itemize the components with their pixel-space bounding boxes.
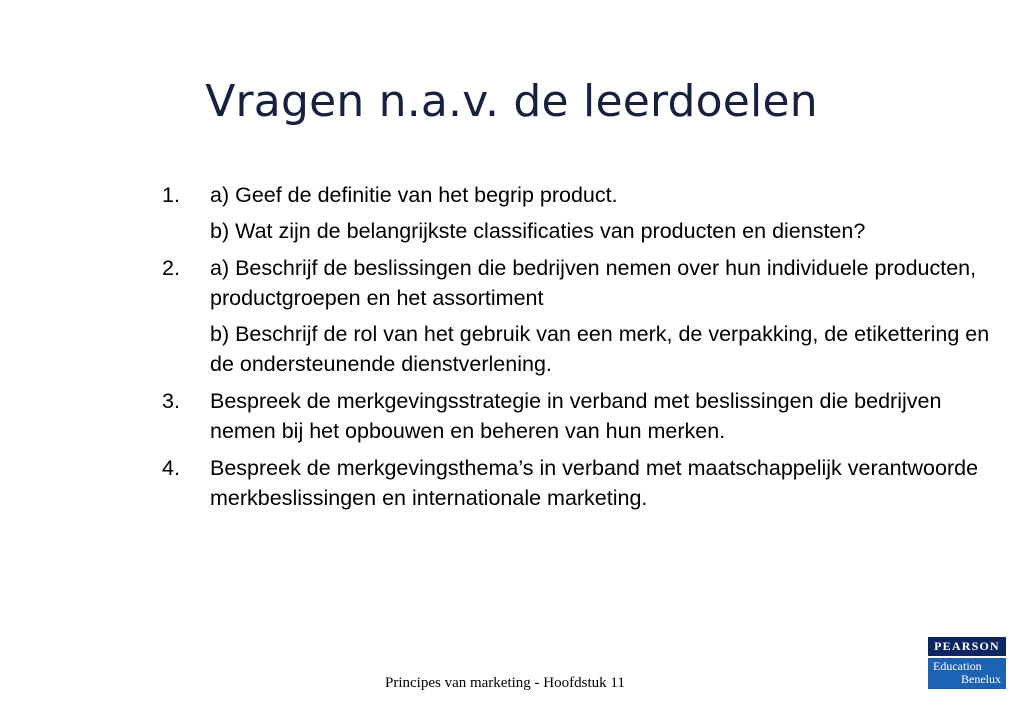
pearson-logo [928,637,1006,689]
item-text: b) Wat zijn de belangrijkste classificaties van producten en diensten? [210,219,866,243]
item-text: a) Beschrijf de beslissingen die bedrijven nemen over hun individuele producten, productgroepen en het assortiment [210,256,977,310]
logo-line-education: Education [933,659,982,673]
question-list [162,180,1012,520]
item-text: b) Beschrijf de rol van het gebruik van een merk, de verpakking, de etikettering en de ondersteunende dienstverlening. [210,322,990,376]
item-number: 2. [162,256,180,280]
item-number: 4. [162,456,180,480]
slide-title: Vragen n.a.v. de leerdoelen [205,76,818,127]
list-item [162,253,1012,379]
item-text: Bespreek de merkgevingsstrategie in verband met beslissingen die bedrijven nemen bij het opbouwen en beheren van hun merken. [210,389,942,443]
item-text: Bespreek de merkgevingsthema’s in verband met maatschappelijk verantwoorde merkbeslissingen en internationale marketing. [210,456,979,510]
logo-line-benelux: Benelux [961,672,1001,686]
list-item [162,453,1012,513]
logo-subbrand [928,658,1006,689]
list-item [162,180,1012,246]
item-number: 1. [162,183,180,207]
item-number: 3. [162,389,180,413]
item-text: a) Geef de definitie van het begrip product. [210,183,618,207]
logo-brand: PEARSON [928,637,1006,656]
slide-footer: Principes van marketing - Hoofdstuk 11 [385,675,625,691]
list-item [162,386,1012,446]
